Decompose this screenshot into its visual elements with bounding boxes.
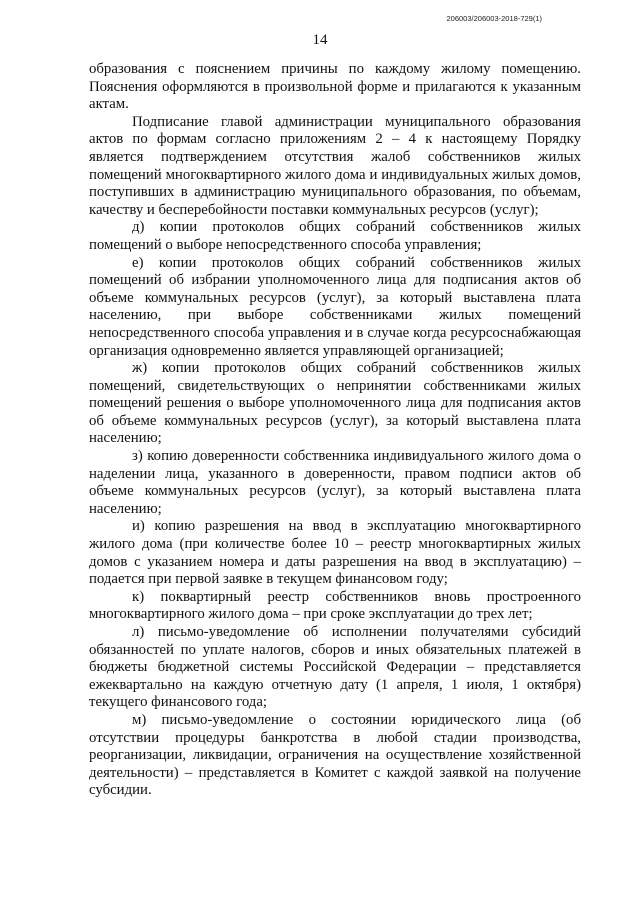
paragraph-continuation: образования с пояснением причины по каждому жилому помещению. Пояснения оформляются в произвольной форме и прилагаются к указанным актам. xyxy=(89,61,581,113)
list-item-e: е) копии протоколов общих собраний собственников жилых помещений об избрании уполномоченного лица для подписания актов об объеме коммунальных ресурсов (услуг), за который выставлена плата населению, при выборе собственниками жилых помещений непосредственного способа управления и в случае когда ресурсоснабжающая организация одновременно является управляющей организацией; xyxy=(89,254,581,359)
list-item-z: з) копию доверенности собственника индивидуального жилого дома о наделении лица, указанного в доверенности, правом подписи актов об объеме коммунальных ресурсов (услуг), за который выставлена плата населению; xyxy=(89,448,581,517)
paragraph-signing: Подписание главой администрации муниципального образования актов по формам согласно приложениям 2 – 4 к настоящему Порядку является подтверждением отсутствия жалоб собственников жилых помещений многоквартирного жилого дома и индивидуальных жилых домов, поступивших в администрацию муниципального образования, по объемам, качеству и бесперебойности поставки коммунальных ресурсов (услуг); xyxy=(89,113,581,218)
list-item-d: д) копии протоколов общих собраний собственников жилых помещений о выборе непосредственного способа управления; xyxy=(89,219,581,253)
document-body xyxy=(89,61,581,800)
list-item-zh: ж) копии протоколов общих собраний собственников жилых помещений, свидетельствующих о непринятии собственниками жилых помещений решения о выборе уполномоченного лица для подписания актов об объеме коммунальных ресурсов (услуг), за который выставлена плата населению; xyxy=(89,360,581,447)
list-item-l: л) письмо-уведомление об исполнении получателями субсидий обязанностей по уплате налогов, сборов и иных обязательных платежей в бюджеты бюджетной системы Российской Федерации – представляется ежеквартально на каждую отчетную дату (1 апреля, 1 июля, 1 октября) текущего финансового года; xyxy=(89,624,581,711)
list-item-i: и) копию разрешения на ввод в эксплуатацию многоквартирного жилого дома (при количестве более 10 – реестр многоквартирных жилых домов с указанием номера и даты разрешения на ввод в эксплуатацию) – подается при первой заявке в текущем финансовом году; xyxy=(89,518,581,588)
list-item-k: к) поквартирный реестр собственников вновь простроенного многоквартирного жилого дома – при сроке эксплуатации до трех лет; xyxy=(89,588,581,623)
list-item-m: м) письмо-уведомление о состоянии юридического лица (об отсутствии процедуры банкротства в любой стадии производства, реорганизации, ликвидации, ограничения на осуществление хозяйственной деятельности) – представляется в Комитет с каждой заявкой на получение субсидии. xyxy=(89,711,581,799)
page-number: 14 xyxy=(312,32,328,48)
document-code: 206003/206003-2018-729(1) xyxy=(446,14,542,23)
